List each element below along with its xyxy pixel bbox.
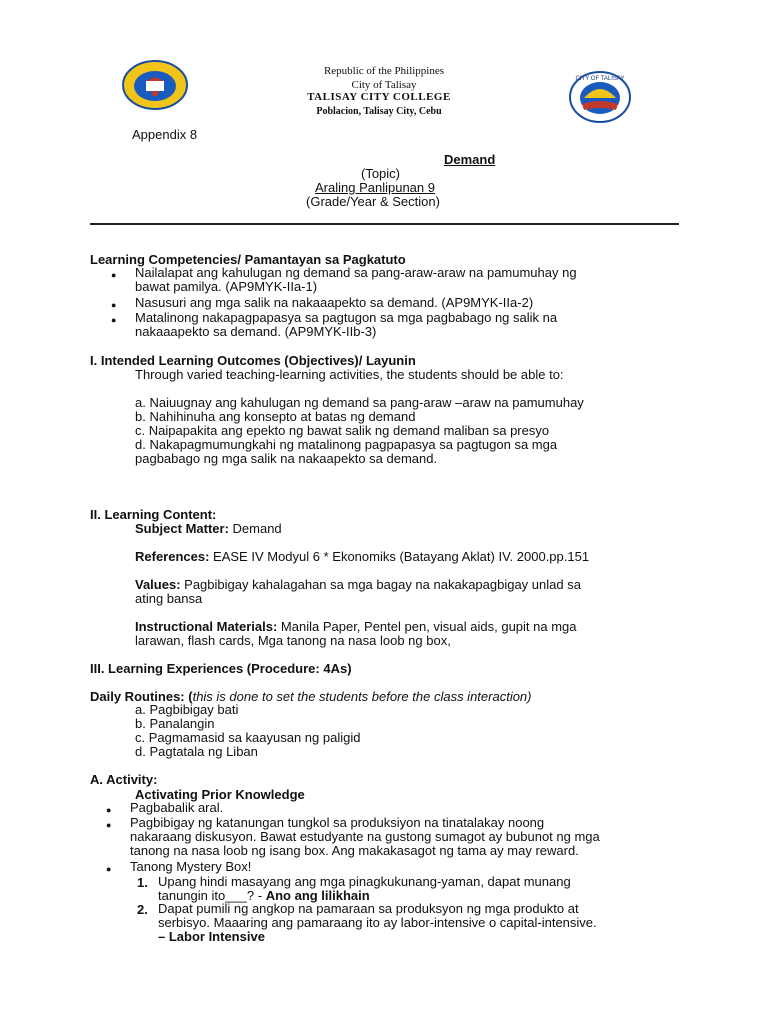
outcome-item: c. Naipapakita ang epekto ng bawat salik ng demand maliban sa presyo [135, 423, 550, 438]
experiences-heading: III. Learning Experiences (Procedure: 4As) [90, 661, 352, 676]
daily-routines: Daily Routines: (this is done to set the students before the class interaction) [90, 689, 532, 704]
city-of-talisay-seal [568, 70, 632, 124]
instructional-materials: Instructional Materials: Manila Paper, Pentel pen, visual aids, gupit na mga larawan, flash cards, Mga tanong na nasa loob ng box, [135, 619, 577, 648]
topic-value: Demand [444, 152, 496, 167]
outcomes-list [135, 396, 584, 466]
routine-item: b. Panalangin [135, 716, 215, 731]
routine-item: c. Pagmamasid sa kaayusan ng paligid [135, 730, 361, 745]
routines-list [135, 703, 360, 759]
outcome-item: pagbabago ng mga salik na nakaapekto sa demand. [135, 451, 438, 466]
topic-label: (Topic) [361, 166, 401, 181]
activity-subheading: Activating Prior Knowledge [135, 787, 305, 802]
competency-item: Matalinong nakapagpapasya sa pagtugon sa mga pagbabago ng salik na nakaaapekto sa demand. (AP9MYK-IIb-3) [135, 310, 558, 339]
outcomes-heading: I. Intended Learning Outcomes (Objectives)/ Layunin [90, 353, 416, 368]
competency-item: Nailalapat ang kahulugan ng demand sa pang-araw-araw na pamumuhay ng bawat pamilya. (AP9MYK-IIa-1) [135, 265, 577, 294]
content-heading: II. Learning Content: [90, 507, 217, 522]
outcome-item: a. Naiuugnay ang kahulugan ng demand sa pang-araw –araw na pamumuhay [135, 395, 584, 410]
values: Values: Pagbibigay kahalagahan sa mga bagay na nakakapagbigay unlad sa ating bansa [135, 577, 581, 606]
outcomes-intro: Through varied teaching-learning activities, the students should be able to: [135, 367, 564, 382]
grade-label: (Grade/Year & Section) [306, 194, 440, 209]
activity-bullet: Pagbabalik aral. [130, 800, 224, 815]
header-college: TALISAY CITY COLLEGE [307, 91, 451, 103]
header-republic: Republic of the Philippines [323, 65, 445, 77]
header-divider [90, 223, 679, 225]
question-1: Upang hindi masayang ang mga pinagkukunang-yaman, dapat munang tanungin ito___? - Ano ang lilikhain [158, 874, 571, 903]
references: References: EASE IV Modyul 6 * Ekonomiks (Batayang Aklat) IV. 2000.pp.151 [135, 549, 590, 564]
header-city: City of Talisay [351, 79, 417, 91]
header-address: Poblacion, Talisay City, Cebu [316, 106, 442, 117]
subject-matter: Subject Matter: Demand [135, 521, 282, 536]
subject-name: Araling Panlipunan 9 [315, 180, 435, 195]
activity-heading: A. Activity: [90, 772, 158, 787]
competency-item: Nasusuri ang mga salik na nakaaapekto sa demand. (AP9MYK-IIa-2) [135, 295, 534, 310]
routine-item: a. Pagbibigay bati [135, 702, 239, 717]
svg-text:CITY OF TALISAY: CITY OF TALISAY [575, 76, 625, 82]
question-number: 1. [137, 875, 148, 890]
outcome-item: d. Nakapagmumungkahi ng matalinong pagpapasya sa pagtugon sa mga [135, 437, 558, 452]
question-number: 2. [137, 902, 148, 917]
routine-item: d. Pagtatala ng Liban [135, 744, 258, 759]
outcome-item: b. Nahihinuha ang konsepto at batas ng demand [135, 409, 416, 424]
activity-bullet: Pagbibigay ng katanungan tungkol sa produksiyon na tinatalakay noong nakaraang diskusyon. Bawat estudyante na gustong sumagot ay bubunot ng mga tanong na nasa loob ng isang box. Ang makakasagot ng tama ay may reward. [130, 815, 600, 858]
question-2: Dapat pumili ng angkop na pamaraan sa produksyon ng mga produkto at serbisyo. Maaaring ang pamaraang ito ay labor-intensive o capital-intensive. – Labor Intensive [158, 901, 597, 944]
appendix-label: Appendix 8 [132, 127, 198, 142]
competencies-heading: Learning Competencies/ Pamantayan sa Pagkatuto [90, 252, 406, 267]
activity-bullet: Tanong Mystery Box! [130, 859, 252, 874]
